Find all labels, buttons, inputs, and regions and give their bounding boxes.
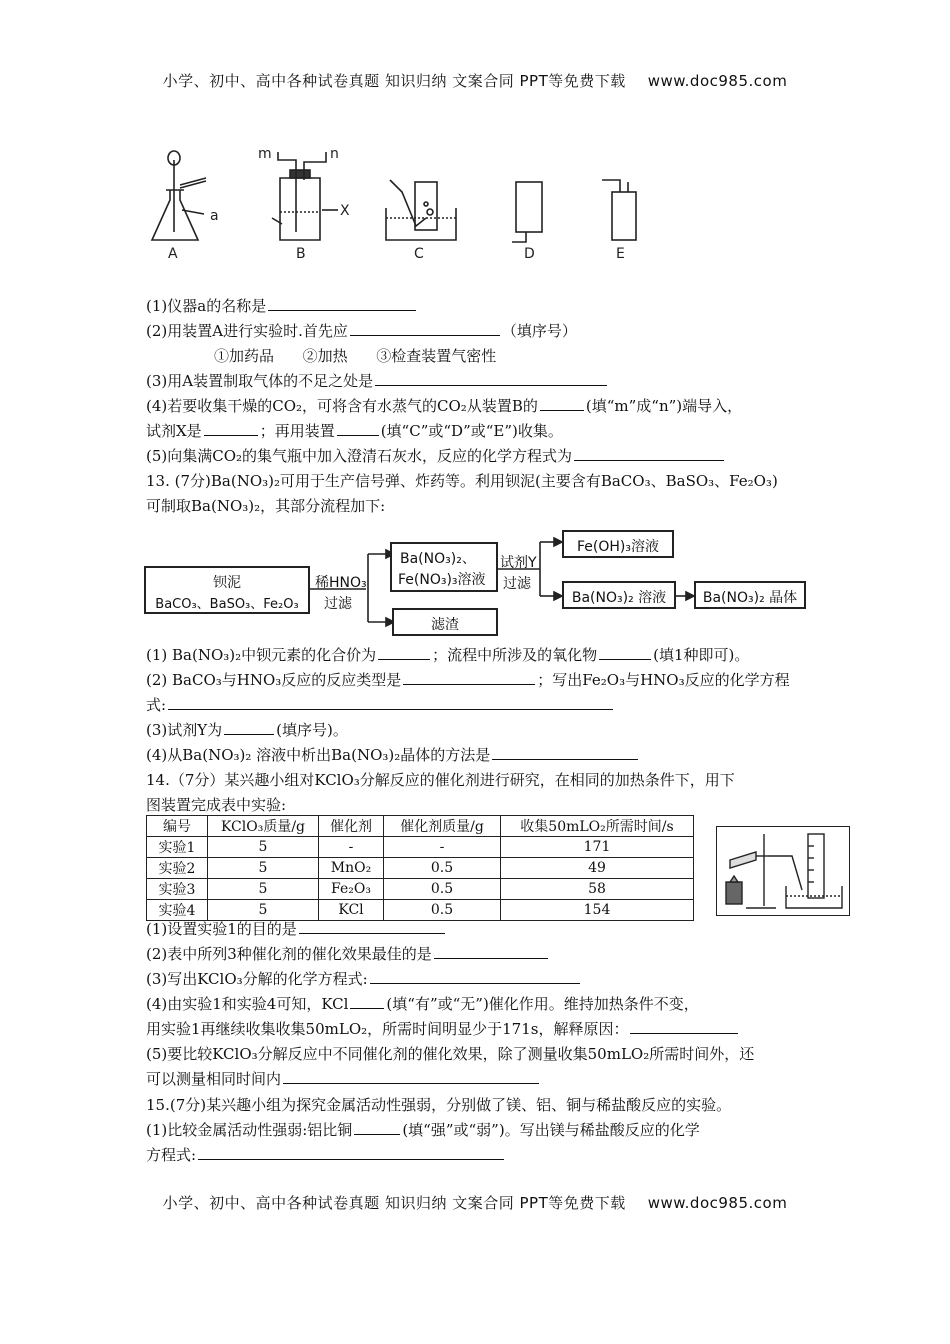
answer-blank[interactable] xyxy=(337,421,379,436)
answer-blank[interactable] xyxy=(630,1019,738,1034)
table-row: 实验2 5 MnO₂ 0.5 49 xyxy=(147,858,694,879)
label-a: a xyxy=(210,208,219,224)
label-A: A xyxy=(168,246,178,262)
label-B: B xyxy=(296,246,306,262)
q12-part2: (2)用装置A进行实验时.首先应 （填序号） xyxy=(146,322,577,340)
answer-blank[interactable] xyxy=(268,296,416,311)
flow-residue-box: 滤渣 xyxy=(392,608,498,636)
label-x: X xyxy=(340,203,350,219)
answer-blank[interactable] xyxy=(350,994,384,1009)
answer-blank[interactable] xyxy=(198,1145,504,1160)
answer-blank[interactable] xyxy=(354,1120,400,1135)
q14-part4b: 用实验1再继续收集收集50mLO₂，所需时间明显少于171s，解释原因： xyxy=(146,1018,740,1040)
flow-crystal-box: Ba(NO₃)₂ 晶体 xyxy=(694,581,806,609)
flow-step1-filter: 过滤 xyxy=(324,596,352,612)
flow-step1-reagent: 稀HNO₃ xyxy=(315,575,367,591)
col-header: 编号 xyxy=(147,816,208,837)
table-row: 实验4 5 KCl 0.5 154 xyxy=(147,900,694,921)
q14-part5a: (5)要比较KClO₃分解反应中不同催化剂的催化效果，除了测量收集50mLO₂所需时间外，还 xyxy=(146,1045,755,1063)
q13-part1: (1) Ba(NO₃)₂中钡元素的化合价为 ；流程中所涉及的氧化物 (填1种即可)。 xyxy=(146,646,750,664)
q12-part4b: 试剂X是 ；再用装置 (填“C”或“D”或“E”)收集。 xyxy=(146,422,563,440)
apparatus-b xyxy=(272,152,338,240)
col-header: 催化剂 xyxy=(319,816,384,837)
q13-intro2: 可制取Ba(NO₃)₂，其部分流程加下: xyxy=(146,497,386,515)
experiment-table xyxy=(146,815,694,921)
q15-part1a: (1)比较金属活动性强弱:铝比铜 (填“强”或“弱”)。写出镁与稀盐酸反应的化学 xyxy=(146,1121,700,1139)
q14-intro1: 14.（7分）某兴趣小组对KClO₃分解反应的催化剂进行研究，在相同的加热条件下，用下 xyxy=(146,771,735,789)
q13-part2a: (2) BaCO₃与HNO₃反应的反应类型是 ；写出Fe₂O₃与HNO₃反应的化学方程 xyxy=(146,671,790,689)
answer-blank[interactable] xyxy=(574,446,724,461)
q14-part5b: 可以测量相同时间内 xyxy=(146,1068,541,1090)
q12-part1: (1)仪器a的名称是 xyxy=(146,295,418,317)
q14-part3: (3)写出KClO₃分解的化学方程式: xyxy=(146,968,582,990)
label-m: m xyxy=(258,146,272,162)
q15-part1b: 方程式: xyxy=(146,1144,506,1166)
option-1: ①加药品 xyxy=(214,347,275,365)
table-row: 实验3 5 Fe₂O₃ 0.5 58 xyxy=(147,879,694,900)
answer-blank[interactable] xyxy=(492,745,638,760)
apparatus-a xyxy=(152,151,206,240)
apparatus-c xyxy=(386,180,456,240)
answer-blank[interactable] xyxy=(378,645,430,660)
flow-feoh-box: Fe(OH)₃溶液 xyxy=(562,530,674,558)
label-D: D xyxy=(524,246,535,262)
q14-intro2: 图装置完成表中实验: xyxy=(146,796,287,814)
footer-url[interactable]: www.doc985.com xyxy=(647,1194,788,1212)
q15-intro: 15.(7分)某兴趣小组为探究金属活动性强弱，分别做了镁、铝、铜与稀盐酸反应的实验。 xyxy=(146,1096,732,1114)
footer-text: 小学、初中、高中各种试卷真题 知识归纳 文案合同 PPT等免费下载 xyxy=(162,1194,626,1212)
page-footer xyxy=(0,1192,950,1213)
q12-part3: (3)用A装置制取气体的不足之处是 xyxy=(146,370,609,392)
table-header-row xyxy=(147,816,694,837)
q13-part2b: 式: xyxy=(146,694,615,716)
answer-blank[interactable] xyxy=(434,944,548,959)
q13-part4: (4)从Ba(NO₃)₂ 溶液中析出Ba(NO₃)₂晶体的方法是 xyxy=(146,744,640,766)
label-C: C xyxy=(414,246,424,262)
q12-options xyxy=(214,345,496,367)
flow-ba-solution-box: Ba(NO₃)₂ 溶液 xyxy=(562,581,676,609)
answer-blank[interactable] xyxy=(370,969,580,984)
header-text: 小学、初中、高中各种试卷真题 知识归纳 文案合同 PPT等免费下载 xyxy=(162,72,626,90)
q14-part1: (1)设置实验1的目的是 xyxy=(146,918,447,940)
flow-mixed-solution-box: Ba(NO₃)₂、 Fe(NO₃)₃溶液 xyxy=(390,542,498,592)
apparatus-d xyxy=(512,182,542,242)
q14-part2: (2)表中所列3种催化剂的催化效果最佳的是 xyxy=(146,943,550,965)
q13-part3: (3)试剂Y为 (填序号)。 xyxy=(146,721,348,739)
answer-blank[interactable] xyxy=(299,919,445,934)
answer-blank[interactable] xyxy=(599,645,651,660)
flow-step2-filter: 过滤 xyxy=(503,576,531,592)
option-2: ②加热 xyxy=(302,347,348,365)
apparatus-e xyxy=(602,180,636,240)
col-header: 催化剂质量/g xyxy=(384,816,501,837)
heating-apparatus-figure xyxy=(716,826,850,916)
col-header: KClO₃质量/g xyxy=(208,816,319,837)
flow-step2-reagent: 试剂Y xyxy=(500,555,537,571)
label-n: n xyxy=(330,146,339,162)
col-header: 收集50mLO₂所需时间/s xyxy=(501,816,694,837)
answer-blank[interactable] xyxy=(375,371,607,386)
q14-part4a: (4)由实验1和实验4可知，KCl (填“有”或“无”)催化作用。维持加热条件不变， xyxy=(146,995,699,1013)
answer-blank[interactable] xyxy=(168,695,613,710)
label-E: E xyxy=(616,246,625,262)
answer-blank[interactable] xyxy=(283,1069,539,1084)
apparatus-figure xyxy=(140,140,660,270)
answer-blank[interactable] xyxy=(224,720,274,735)
q12-part5: (5)向集满CO₂的集气瓶中加入澄清石灰水，反应的化学方程式为 xyxy=(146,445,726,467)
q12-part4a: (4)若要收集干燥的CO₂，可将含有水蒸气的CO₂从装置B的 (填“m”成“n”)端导入， xyxy=(146,397,743,415)
page-header xyxy=(0,70,950,91)
answer-blank[interactable] xyxy=(540,396,584,411)
q13-intro1: 13. (7分)Ba(NO₃)₂可用于生产信号弹、炸药等。利用钡泥(主要含有BaCO₃、BaSO₃、Fe₂O₃) xyxy=(146,472,778,490)
table-row: 实验1 5 - - 171 xyxy=(147,837,694,858)
header-url[interactable]: www.doc985.com xyxy=(647,72,788,90)
answer-blank[interactable] xyxy=(204,421,258,436)
answer-blank[interactable] xyxy=(350,321,500,336)
answer-blank[interactable] xyxy=(403,670,535,685)
option-3: ③检查装置气密性 xyxy=(376,347,497,365)
flow-start-box: 钡泥 BaCO₃、BaSO₃、Fe₂O₃ xyxy=(144,566,310,614)
